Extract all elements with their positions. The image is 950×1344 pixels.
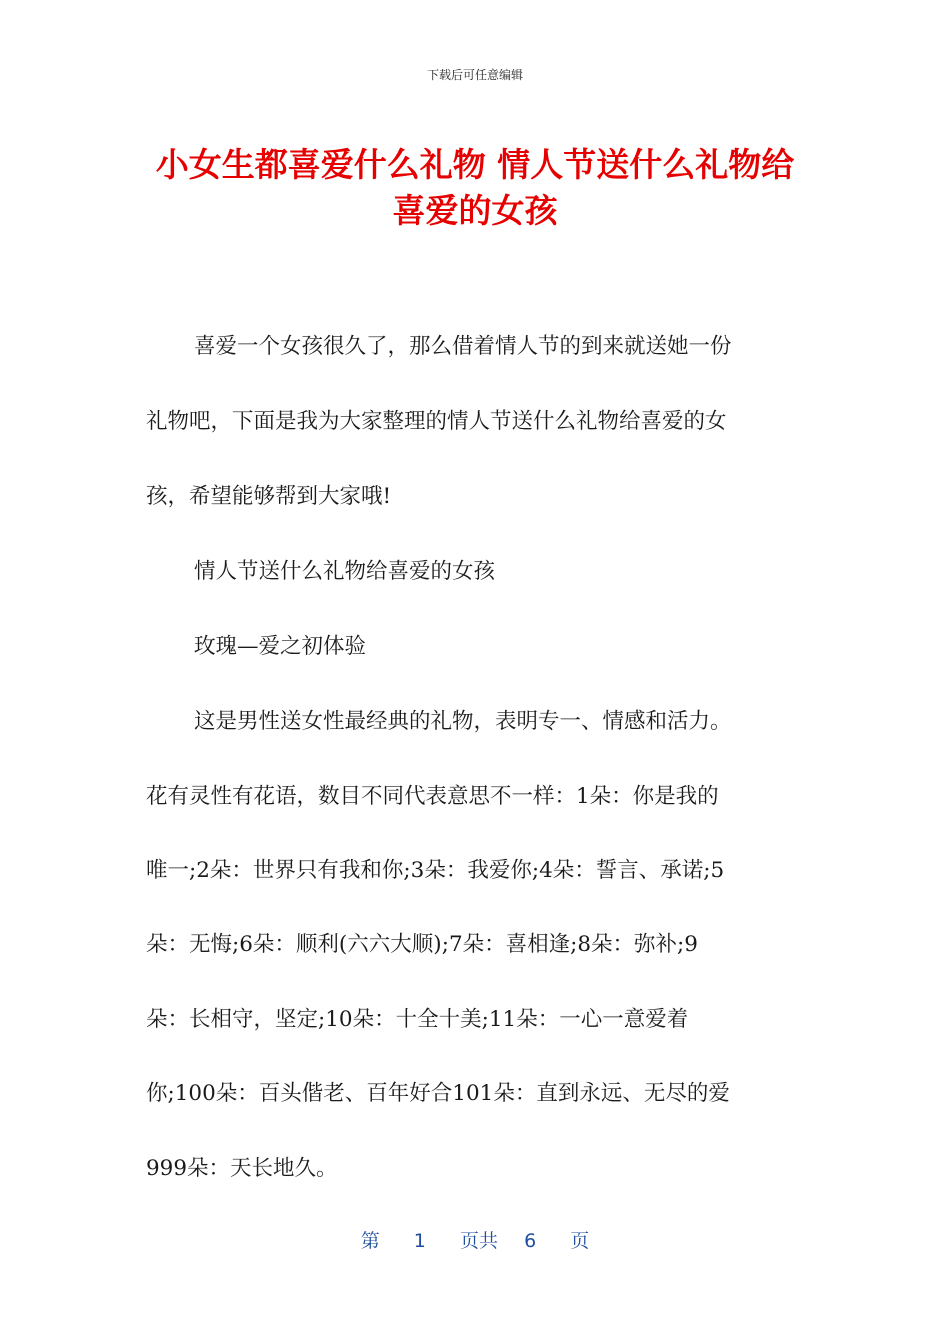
title-line-1: 小女生都喜爱什么礼物 情人节送什么礼物给 bbox=[155, 145, 795, 184]
paragraph-line: 这是男性送女性最经典的礼物，表明专一、情感和活力。 bbox=[194, 709, 732, 734]
page-title bbox=[130, 142, 820, 234]
footer-prefix: 第 bbox=[360, 1230, 380, 1252]
paragraph-line: 朵：无悔;6朵：顺利(六六大顺);7朵：喜相逢;8朵：弥补;9 bbox=[146, 932, 698, 957]
section-heading: 情人节送什么礼物给喜爱的女孩 bbox=[194, 559, 496, 584]
footer-middle: 页共 bbox=[459, 1230, 498, 1252]
footer-total-pages: 6 bbox=[524, 1230, 537, 1252]
paragraph-line: 花有灵性有花语，数目不同代表意思不一样：1朵：你是我的 bbox=[146, 784, 719, 809]
paragraph-line: 唯一;2朵：世界只有我和你;3朵：我爱你;4朵：誓言、承诺;5 bbox=[146, 858, 725, 883]
header-note: 下载后可任意编辑 bbox=[426, 68, 523, 82]
footer-current-page: 1 bbox=[413, 1230, 426, 1252]
paragraph-line: 喜爱一个女孩很久了，那么借着情人节的到来就送她一份 bbox=[194, 334, 732, 359]
footer-suffix: 页 bbox=[570, 1230, 590, 1252]
paragraph-line: 你;100朵：百头偕老、百年好合101朵：直到永远、无尽的爱 bbox=[146, 1081, 730, 1106]
paragraph-line: 朵：长相守，坚定;10朵：十全十美;11朵：一心一意爱着 bbox=[146, 1007, 689, 1032]
sub-heading: 玫瑰—爱之初体验 bbox=[194, 634, 367, 659]
paragraph-line: 礼物吧，下面是我为大家整理的情人节送什么礼物给喜爱的女 bbox=[146, 409, 727, 434]
paragraph-line: 孩，希望能够帮到大家哦! bbox=[146, 484, 392, 509]
paragraph-line: 999朵：天长地久。 bbox=[146, 1156, 338, 1181]
page-footer bbox=[0, 1226, 950, 1253]
title-line-2: 喜爱的女孩 bbox=[392, 191, 558, 230]
